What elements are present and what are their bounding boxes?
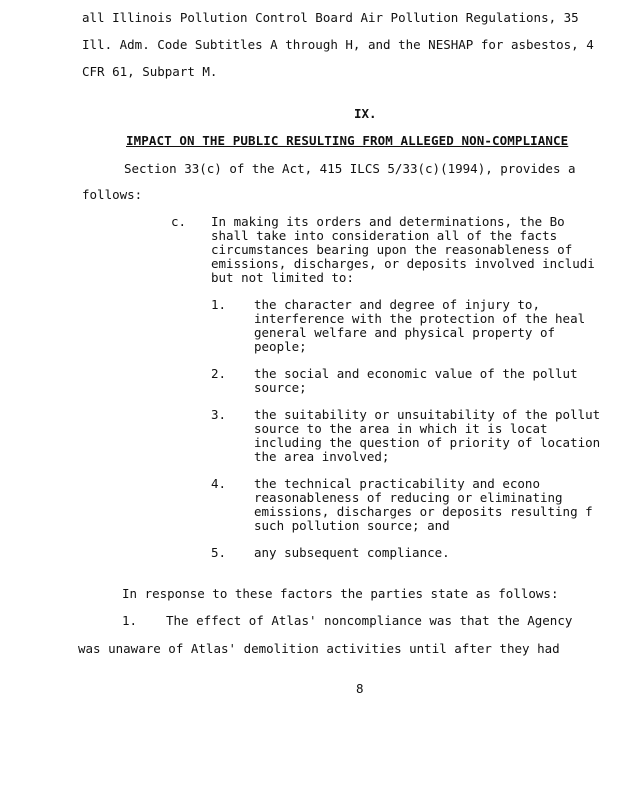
item-line-2: was unaware of Atlas' demolition activities until after they had xyxy=(78,641,560,656)
clause-line: but not limited to: xyxy=(211,270,354,285)
section-number: IX. xyxy=(354,106,377,121)
factor-line: the social and economic value of the pollut xyxy=(254,366,578,381)
clause-label: c. xyxy=(171,214,187,229)
factor-line: people; xyxy=(254,339,307,354)
top-line-2: Ill. Adm. Code Subtitles A through H, and the NESHAP for asbestos, 4 xyxy=(82,37,594,52)
factor-line: such pollution source; and xyxy=(254,518,450,533)
factor-number: 2. xyxy=(211,366,227,381)
factor-line: the area involved; xyxy=(254,449,390,464)
factor-line: interference with the protection of the heal xyxy=(254,311,586,326)
item-number: 1. xyxy=(122,613,138,628)
clause-line: In making its orders and determinations, the Bo xyxy=(211,214,565,229)
factor-line: reasonableness of reducing or eliminating xyxy=(254,490,563,505)
intro-line-2: follows: xyxy=(82,187,143,202)
factor-line: any subsequent compliance. xyxy=(254,545,450,560)
factor-line: including the question of priority of location xyxy=(254,435,601,450)
factor-line: source to the area in which it is locat xyxy=(254,421,548,436)
section-heading: IMPACT ON THE PUBLIC RESULTING FROM ALLEGED NON-COMPLIANCE xyxy=(126,133,569,148)
factor-number: 4. xyxy=(211,476,227,491)
item-line-1: The effect of Atlas' noncompliance was that the Agency xyxy=(166,613,573,628)
factor-number: 1. xyxy=(211,297,227,312)
clause-line: circumstances bearing upon the reasonableness of xyxy=(211,242,573,257)
factor-line: general welfare and physical property of xyxy=(254,325,556,340)
clause-line: shall take into consideration all of the facts xyxy=(211,228,558,243)
factor-line: source; xyxy=(254,380,307,395)
clause-line: emissions, discharges, or deposits involved includi xyxy=(211,256,595,271)
factor-line: emissions, discharges or deposits resulting f xyxy=(254,504,593,519)
intro-line-1: Section 33(c) of the Act, 415 ILCS 5/33(c)(1994), provides a xyxy=(124,161,576,176)
factor-number: 5. xyxy=(211,545,227,560)
factor-number: 3. xyxy=(211,407,227,422)
top-line-3: CFR 61, Subpart M. xyxy=(82,64,218,79)
page-number: 8 xyxy=(356,681,364,696)
factor-line: the technical practicability and econo xyxy=(254,476,540,491)
factor-line: the character and degree of injury to, xyxy=(254,297,540,312)
top-line-1: all Illinois Pollution Control Board Air Pollution Regulations, 35 xyxy=(82,10,579,25)
factor-line: the suitability or unsuitability of the pollut xyxy=(254,407,601,422)
response-line: In response to these factors the parties state as follows: xyxy=(122,586,559,601)
